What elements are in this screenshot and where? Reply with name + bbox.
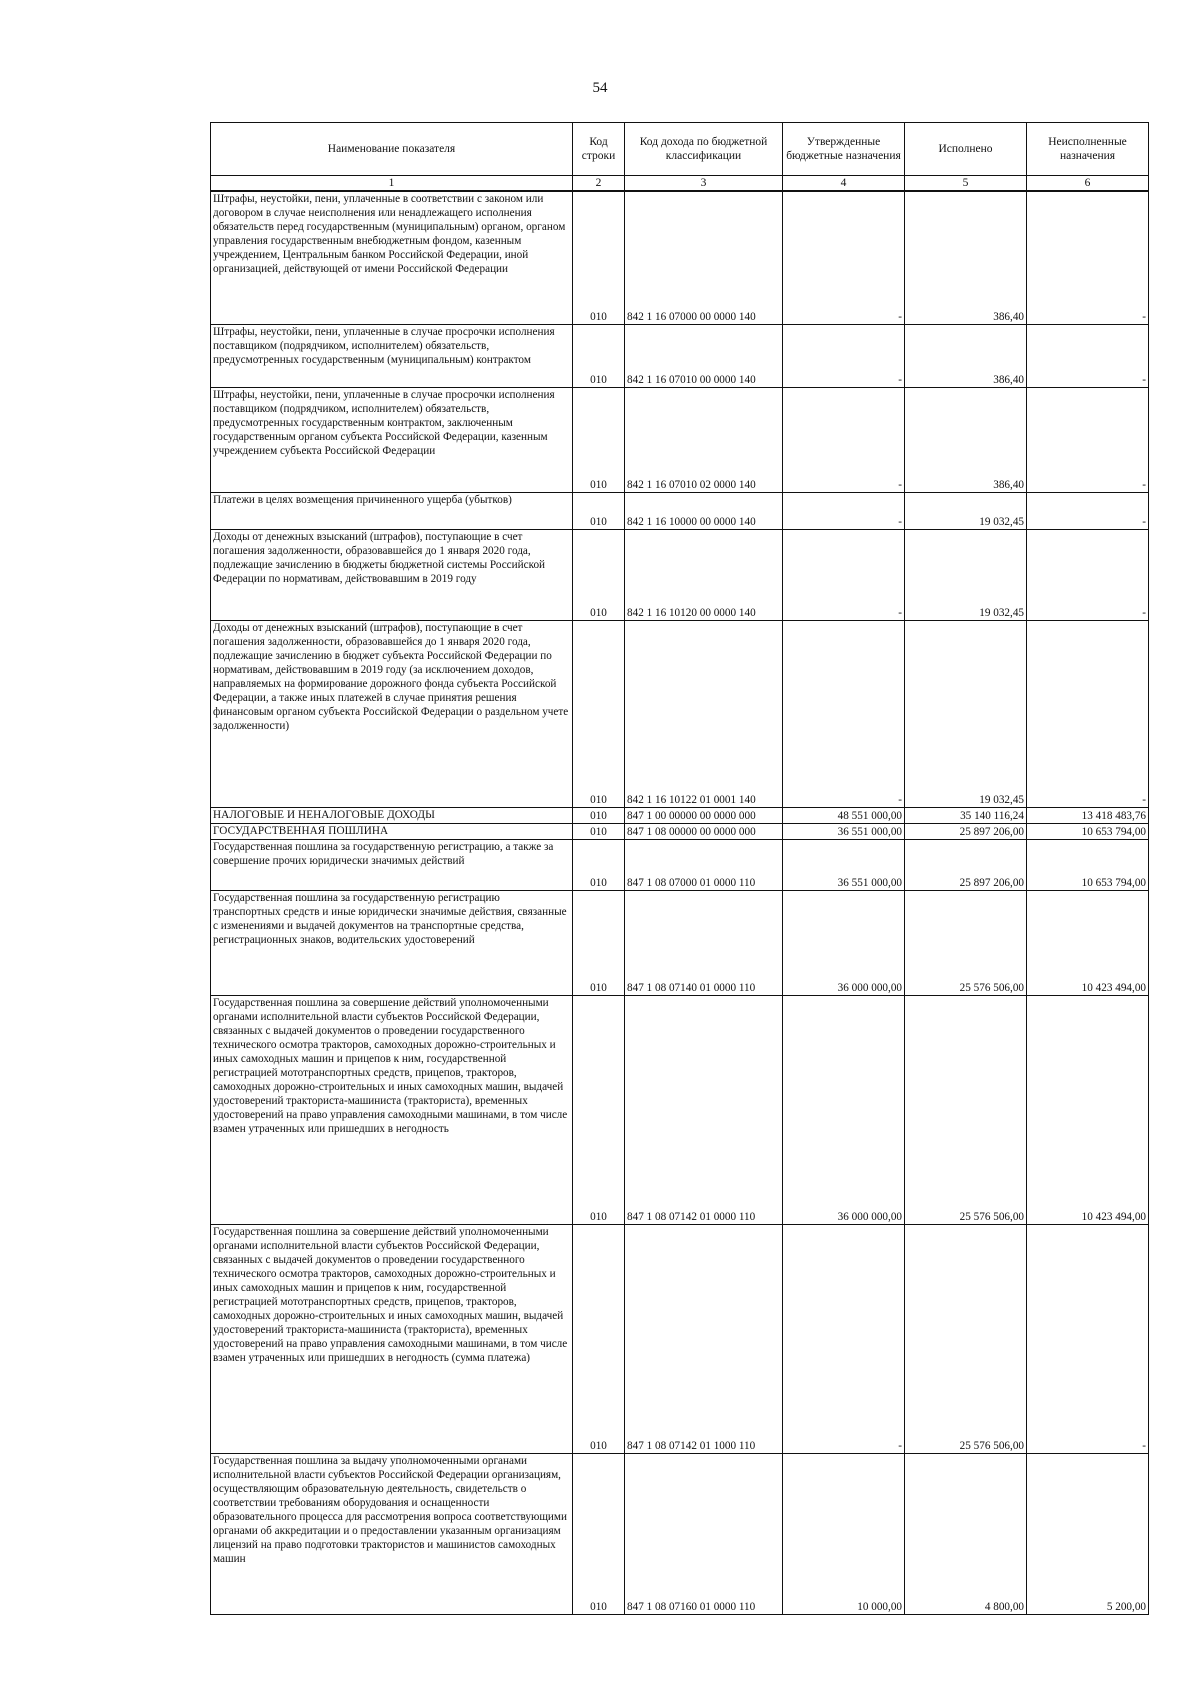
line-code: 010 <box>573 840 625 891</box>
table-row <box>211 493 1149 530</box>
approved-value: - <box>783 388 905 493</box>
budget-code: 847 1 08 07140 01 0000 110 <box>625 891 783 996</box>
unexecuted-value: 13 418 483,76 <box>1027 808 1149 824</box>
table-row <box>211 840 1149 891</box>
column-number: 6 <box>1027 176 1149 192</box>
executed-value: 19 032,45 <box>905 621 1027 808</box>
column-number: 4 <box>783 176 905 192</box>
line-code: 010 <box>573 621 625 808</box>
table-row <box>211 621 1149 808</box>
table-row <box>211 530 1149 621</box>
unexecuted-value: 10 653 794,00 <box>1027 824 1149 840</box>
approved-value: 10 000,00 <box>783 1454 905 1615</box>
unexecuted-value: 10 423 494,00 <box>1027 891 1149 996</box>
line-code: 010 <box>573 493 625 530</box>
approved-value: - <box>783 621 905 808</box>
table-row <box>211 1454 1149 1615</box>
column-number: 2 <box>573 176 625 192</box>
unexecuted-value: - <box>1027 388 1149 493</box>
indicator-name: Государственная пошлина за выдачу уполномоченными органами исполнительной власти субъектов Российской Федерации организациям, осуществляющим образовательную деятельность, свидетельств о соответствии требованиям оборудования и оснащенности образовательного процесса для рассмотрения вопроса соответствующими органами об аккредитации и о предоставлении указанным организациям лицензий на право подготовки трактористов и машинистов самоходных машин <box>211 1454 573 1615</box>
budget-code: 842 1 16 07010 02 0000 140 <box>625 388 783 493</box>
executed-value: 35 140 116,24 <box>905 808 1027 824</box>
executed-value: 25 576 506,00 <box>905 891 1027 996</box>
budget-code: 842 1 16 10122 01 0001 140 <box>625 621 783 808</box>
indicator-name: Доходы от денежных взысканий (штрафов), поступающие в счет погашения задолженности, образовавшейся до 1 января 2020 года, подлежащие зачислению в бюджеты бюджетной системы Российской Федерации по нормативам, действовавшим в 2019 году <box>211 530 573 621</box>
table-column-numbers-row <box>211 176 1149 192</box>
header-approved-assignments: Утвержденные бюджетные назначения <box>783 123 905 176</box>
indicator-name: Штрафы, неустойки, пени, уплаченные в случае просрочки исполнения поставщиком (подрядчиком, исполнителем) обязательств, предусмотренных государственным контрактом, заключенным государственным органом субъекта Российской Федерации, казенным учреждением субъекта Российской Федерации <box>211 388 573 493</box>
approved-value: - <box>783 493 905 530</box>
approved-value: 36 000 000,00 <box>783 891 905 996</box>
unexecuted-value: - <box>1027 493 1149 530</box>
budget-code: 847 1 00 00000 00 0000 000 <box>625 808 783 824</box>
approved-value: 36 551 000,00 <box>783 840 905 891</box>
line-code: 010 <box>573 1225 625 1454</box>
budget-code: 842 1 16 07000 00 0000 140 <box>625 191 783 325</box>
unexecuted-value: - <box>1027 325 1149 388</box>
budget-code: 847 1 08 00000 00 0000 000 <box>625 824 783 840</box>
budget-execution-table <box>210 122 1149 1615</box>
unexecuted-value: 5 200,00 <box>1027 1454 1149 1615</box>
table-row <box>211 891 1149 996</box>
indicator-name: Доходы от денежных взысканий (штрафов), поступающие в счет погашения задолженности, образовавшейся до 1 января 2020 года, подлежащие зачислению в бюджет субъекта Российской Федерации по нормативам, действовавшим в 2019 году (за исключением доходов, направляемых на формирование дорожного фонда субъекта Российской Федерации, а также иных платежей в случае принятия решения финансовым органом субъекта Российской Федерации о раздельном учете задолженности) <box>211 621 573 808</box>
executed-value: 386,40 <box>905 325 1027 388</box>
unexecuted-value: - <box>1027 530 1149 621</box>
budget-code: 842 1 16 10000 00 0000 140 <box>625 493 783 530</box>
indicator-name: Штрафы, неустойки, пени, уплаченные в соответствии с законом или договором в случае неисполнения или ненадлежащего исполнения обязательств перед государственным (муниципальным) органом, органом управления государственным внебюджетным фондом, казенным учреждением, Центральным банком Российской Федерации, иной организацией, действующей от имени Российской Федерации <box>211 191 573 325</box>
line-code: 010 <box>573 891 625 996</box>
approved-value: 36 551 000,00 <box>783 824 905 840</box>
line-code: 010 <box>573 824 625 840</box>
budget-code: 847 1 08 07142 01 1000 110 <box>625 1225 783 1454</box>
header-line-code: Код строки <box>573 123 625 176</box>
line-code: 010 <box>573 808 625 824</box>
header-budget-classification-code: Код дохода по бюджетной классификации <box>625 123 783 176</box>
table-row <box>211 808 1149 824</box>
indicator-name: Государственная пошлина за совершение действий уполномоченными органами исполнительной власти субъектов Российской Федерации, связанных с выдачей документов о проведении государственного технического осмотра тракторов, самоходных дорожно-строительных и иных самоходных машин и прицепов к ним, государственной регистрацией мототранспортных средств, прицепов, тракторов, самоходных дорожно-строительных и иных самоходных машин, выдачей удостоверений тракториста-машиниста (тракториста), временных удостоверений на право управления самоходными машинами, в том числе взамен утраченных или пришедших в негодность (сумма платежа) <box>211 1225 573 1454</box>
unexecuted-value: 10 653 794,00 <box>1027 840 1149 891</box>
line-code: 010 <box>573 325 625 388</box>
line-code: 010 <box>573 1454 625 1615</box>
header-indicator-name: Наименование показателя <box>211 123 573 176</box>
column-number: 3 <box>625 176 783 192</box>
line-code: 010 <box>573 191 625 325</box>
approved-value: - <box>783 191 905 325</box>
indicator-name: Платежи в целях возмещения причиненного ущерба (убытков) <box>211 493 573 530</box>
header-executed: Исполнено <box>905 123 1027 176</box>
executed-value: 386,40 <box>905 388 1027 493</box>
budget-code: 842 1 16 10120 00 0000 140 <box>625 530 783 621</box>
executed-value: 386,40 <box>905 191 1027 325</box>
column-number: 5 <box>905 176 1027 192</box>
executed-value: 4 800,00 <box>905 1454 1027 1615</box>
approved-value: - <box>783 1225 905 1454</box>
approved-value: 36 000 000,00 <box>783 996 905 1225</box>
indicator-name: Государственная пошлина за государственную регистрацию, а также за совершение прочих юридически значимых действий <box>211 840 573 891</box>
indicator-name: ГОСУДАРСТВЕННАЯ ПОШЛИНА <box>211 824 573 840</box>
executed-value: 25 576 506,00 <box>905 996 1027 1225</box>
unexecuted-value: - <box>1027 1225 1149 1454</box>
budget-code: 847 1 08 07160 01 0000 110 <box>625 1454 783 1615</box>
unexecuted-value: - <box>1027 191 1149 325</box>
line-code: 010 <box>573 388 625 493</box>
approved-value: - <box>783 325 905 388</box>
line-code: 010 <box>573 996 625 1225</box>
executed-value: 19 032,45 <box>905 530 1027 621</box>
indicator-name: Штрафы, неустойки, пени, уплаченные в случае просрочки исполнения поставщиком (подрядчиком, исполнителем) обязательств, предусмотренных государственным (муниципальным) контрактом <box>211 325 573 388</box>
executed-value: 25 897 206,00 <box>905 840 1027 891</box>
indicator-name: НАЛОГОВЫЕ И НЕНАЛОГОВЫЕ ДОХОДЫ <box>211 808 573 824</box>
table-header-row <box>211 123 1149 176</box>
unexecuted-value: 10 423 494,00 <box>1027 996 1149 1225</box>
table-row <box>211 388 1149 493</box>
table-row <box>211 1225 1149 1454</box>
table-row <box>211 325 1149 388</box>
column-number: 1 <box>211 176 573 192</box>
indicator-name: Государственная пошлина за государственную регистрацию транспортных средств и иные юридически значимые действия, связанные с изменениями и выдачей документов на транспортные средства, регистрационных знаков, водительских удостоверений <box>211 891 573 996</box>
header-unexecuted-assignments: Неисполненные назначения <box>1027 123 1149 176</box>
executed-value: 25 576 506,00 <box>905 1225 1027 1454</box>
unexecuted-value: - <box>1027 621 1149 808</box>
budget-code: 847 1 08 07142 01 0000 110 <box>625 996 783 1225</box>
executed-value: 19 032,45 <box>905 493 1027 530</box>
page-number: 54 <box>592 80 608 96</box>
approved-value: - <box>783 530 905 621</box>
table-row <box>211 824 1149 840</box>
table-row <box>211 996 1149 1225</box>
budget-code: 842 1 16 07010 00 0000 140 <box>625 325 783 388</box>
table-row <box>211 191 1149 325</box>
executed-value: 25 897 206,00 <box>905 824 1027 840</box>
line-code: 010 <box>573 530 625 621</box>
budget-code: 847 1 08 07000 01 0000 110 <box>625 840 783 891</box>
approved-value: 48 551 000,00 <box>783 808 905 824</box>
indicator-name: Государственная пошлина за совершение действий уполномоченными органами исполнительной власти субъектов Российской Федерации, связанных с выдачей документов о проведении государственного технического осмотра тракторов, самоходных дорожно-строительных и иных самоходных машин и прицепов к ним, государственной регистрацией мототранспортных средств, прицепов, тракторов, самоходных дорожно-строительных и иных самоходных машин, выдачей удостоверений тракториста-машиниста (тракториста), временных удостоверений на право управления самоходными машинами, в том числе взамен утраченных или пришедших в негодность <box>211 996 573 1225</box>
